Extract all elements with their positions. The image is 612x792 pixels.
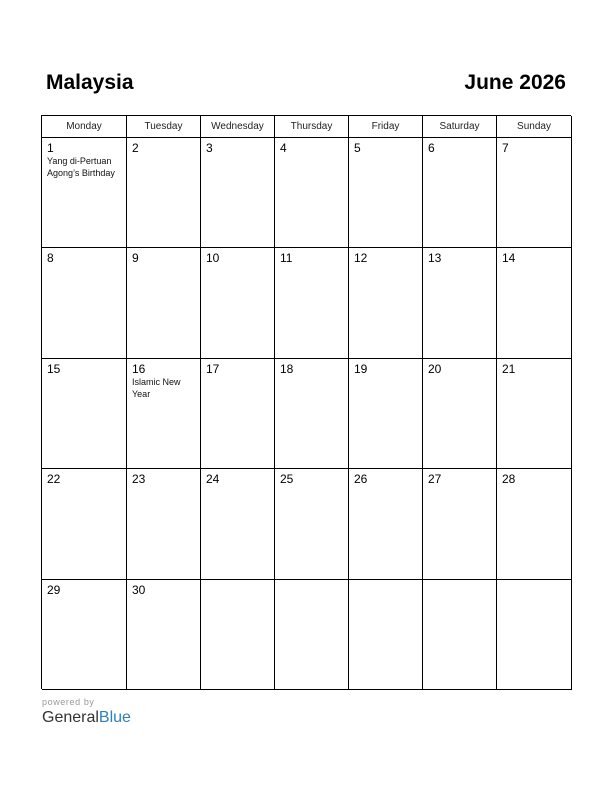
day-number: 5 xyxy=(354,141,361,155)
weekday-header-tuesday: Tuesday xyxy=(127,116,201,138)
day-number: 3 xyxy=(206,141,213,155)
weekday-header-wednesday: Wednesday xyxy=(201,116,275,138)
weekday-header-monday: Monday xyxy=(42,116,127,138)
day-number: 9 xyxy=(132,251,139,266)
day-cell xyxy=(497,138,572,248)
day-number: 19 xyxy=(354,361,368,376)
weekday-header-sunday: Sunday xyxy=(497,116,572,138)
day-cell xyxy=(42,138,127,248)
day-number: 25 xyxy=(280,472,294,487)
day-number: 22 xyxy=(47,472,61,487)
day-cell xyxy=(42,248,127,358)
day-cell xyxy=(349,138,423,248)
day-cell xyxy=(201,248,275,358)
day-cell xyxy=(349,469,423,579)
holiday-label: Yang di-Pertuan Agong’s Birthday xyxy=(47,156,115,178)
weekday-header-friday: Friday xyxy=(349,116,423,138)
day-number: 14 xyxy=(502,251,516,266)
day-cell xyxy=(42,580,127,690)
day-number: 15 xyxy=(47,361,61,376)
day-cell xyxy=(127,580,201,690)
day-cell xyxy=(127,469,201,579)
day-number: 18 xyxy=(280,361,294,376)
day-cell-empty xyxy=(201,580,275,690)
day-cell xyxy=(42,469,127,579)
day-cell xyxy=(423,138,497,248)
holiday-label: Islamic New Year xyxy=(132,376,181,399)
day-number: 1 xyxy=(47,141,54,155)
day-number: 29 xyxy=(47,582,61,597)
day-number: 26 xyxy=(354,472,368,487)
day-cell xyxy=(423,469,497,579)
brand-general-text: General xyxy=(42,709,99,726)
day-cell xyxy=(127,138,201,248)
day-cell xyxy=(497,359,572,469)
day-number: 11 xyxy=(280,251,293,266)
day-cell-empty xyxy=(423,580,497,690)
day-number: 13 xyxy=(428,251,442,266)
day-cell xyxy=(349,248,423,358)
day-cell xyxy=(275,469,349,579)
day-cell-empty xyxy=(275,580,349,690)
day-cell xyxy=(275,359,349,469)
weekday-header-thursday: Thursday xyxy=(275,116,349,138)
day-number: 24 xyxy=(206,472,220,487)
day-cell xyxy=(497,469,572,579)
brand-blue-text: Blue xyxy=(98,709,131,726)
day-cell xyxy=(42,359,127,469)
day-cell xyxy=(275,248,349,358)
day-number: 21 xyxy=(502,361,516,376)
day-number: 2 xyxy=(132,141,139,155)
day-number: 6 xyxy=(428,141,435,155)
weekday-header-saturday: Saturday xyxy=(423,116,497,138)
powered-by-text: powered by xyxy=(42,697,95,707)
day-cell xyxy=(201,138,275,248)
country-title: Malaysia xyxy=(46,71,134,94)
day-cell-empty xyxy=(349,580,423,690)
footer-branding xyxy=(42,696,131,728)
day-cell xyxy=(423,359,497,469)
day-number: 4 xyxy=(280,141,287,155)
day-cell xyxy=(275,138,349,248)
day-cell xyxy=(423,248,497,358)
day-cell-empty xyxy=(497,580,572,690)
calendar-grid xyxy=(41,115,571,689)
month-year-title: June 2026 xyxy=(464,71,566,94)
day-number: 12 xyxy=(354,251,368,266)
day-number: 7 xyxy=(502,141,509,155)
day-cell xyxy=(201,359,275,469)
day-cell xyxy=(349,359,423,469)
day-number: 20 xyxy=(428,361,442,376)
day-number: 17 xyxy=(206,361,220,376)
day-cell xyxy=(497,248,572,358)
day-cell xyxy=(127,359,201,469)
day-number: 27 xyxy=(428,472,442,487)
day-number: 23 xyxy=(132,472,146,487)
day-cell xyxy=(127,248,201,358)
day-number: 8 xyxy=(47,251,54,266)
day-number: 10 xyxy=(206,251,220,266)
generalblue-logo[interactable] xyxy=(42,708,131,728)
day-cell xyxy=(201,469,275,579)
day-number: 16 xyxy=(132,361,146,376)
day-number: 30 xyxy=(132,582,146,597)
day-number: 28 xyxy=(502,472,516,487)
